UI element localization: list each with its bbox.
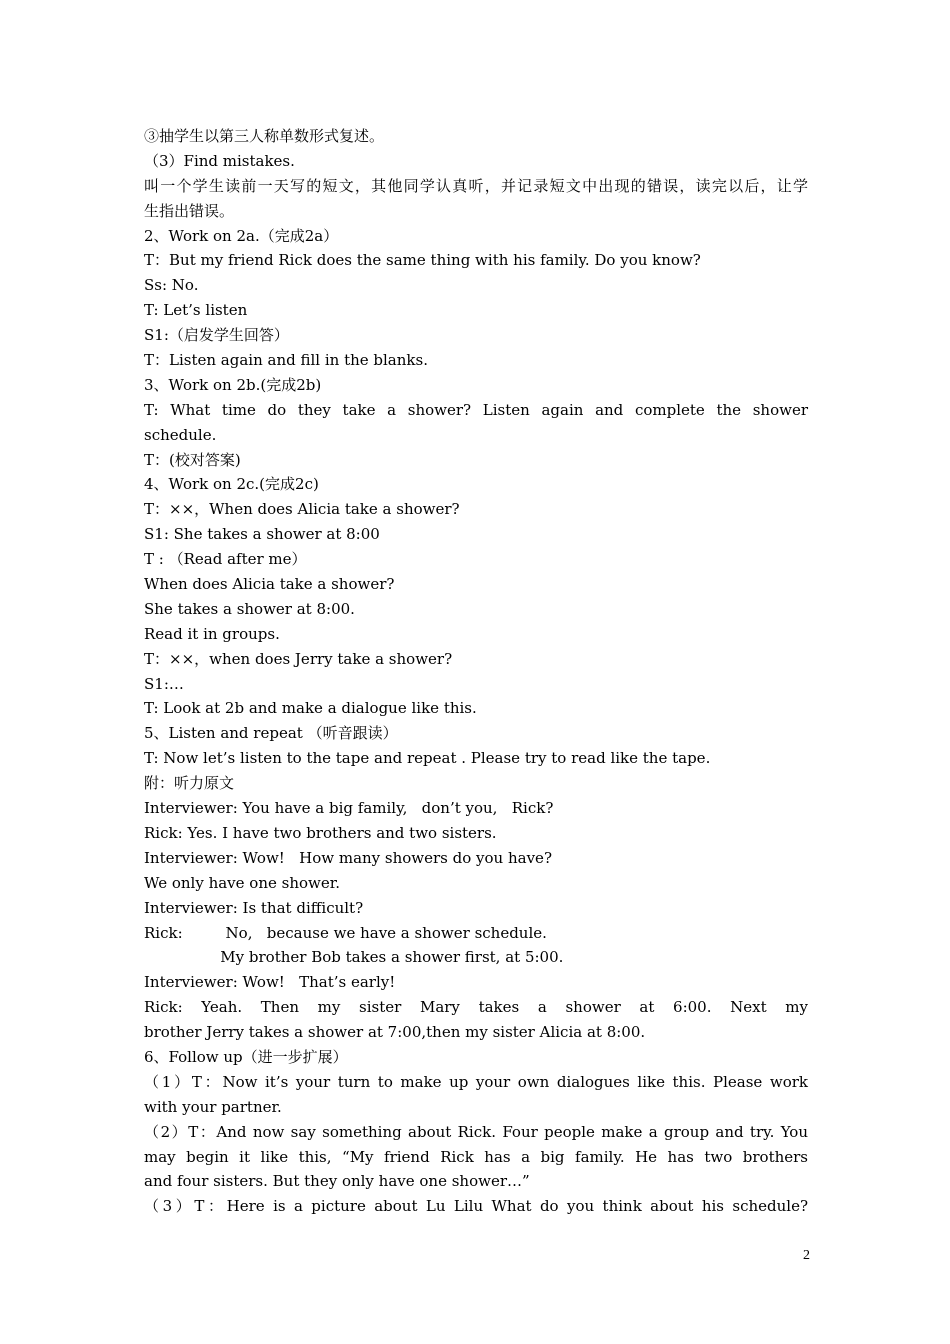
- text-line: 叫一个学生读前一天写的短文，其他同学认真听，并记录短文中出现的错误，读完以后，让学: [144, 176, 808, 195]
- text-line: （2）T：And now say something about Rick. Four people make a group and try. You: [144, 1122, 808, 1141]
- text-line: T : （Read after me）: [144, 550, 307, 569]
- text-line: 生指出错误。: [144, 201, 235, 220]
- text-line: and four sisters. But they only have one shower…”: [144, 1172, 530, 1191]
- text-line: T: Look at 2b and make a dialogue like this.: [144, 699, 477, 718]
- text-line: T：××，when does Jerry take a shower?: [144, 649, 453, 668]
- text-line: （3）Find mistakes.: [144, 151, 295, 170]
- text-line: We only have one shower.: [144, 873, 341, 892]
- text-line: Rick: No, because we have a shower schedule.: [144, 923, 547, 942]
- text-line: （1）T：Now it’s your turn to make up your own dialogues like this. Please work: [144, 1072, 808, 1091]
- text-line: Rick: Yes. I have two brothers and two sisters.: [144, 823, 497, 842]
- text-line: Interviewer: Is that difficult?: [144, 898, 364, 917]
- text-line: My brother Bob takes a shower first, at 5:00.: [144, 948, 564, 967]
- text-line: ③抽学生以第三人称单数形式复述。: [144, 127, 385, 145]
- text-line: 2、Work on 2a.（完成2a）: [144, 226, 339, 245]
- text-line: T: Now let’s listen to the tape and repeat . Please try to read like the tape.: [144, 749, 711, 768]
- text-line: T：××，When does Alicia take a shower?: [144, 500, 460, 519]
- text-line: （3）T：Here is a picture about Lu Lilu What do you think about his schedule?: [144, 1197, 808, 1216]
- page-number: 2: [803, 1248, 810, 1263]
- text-line: Rick: Yeah. Then my sister Mary takes a shower at 6:00. Next my: [144, 998, 808, 1017]
- text-line: S1:（启发学生回答）: [144, 326, 289, 345]
- text-line: When does Alicia take a shower?: [144, 575, 395, 594]
- text-line: S1:…: [144, 674, 184, 693]
- text-line: She takes a shower at 8:00.: [144, 599, 355, 618]
- text-line: with your partner.: [144, 1097, 282, 1116]
- body-text: [144, 124, 808, 1219]
- text-line: schedule.: [144, 425, 217, 444]
- text-line: 6、Follow up（进一步扩展）: [144, 1047, 348, 1066]
- text-line: brother Jerry takes a shower at 7:00,then my sister Alicia at 8:00.: [144, 1023, 646, 1042]
- text-line: T：(校对答案): [144, 450, 241, 469]
- text-line: Read it in groups.: [144, 624, 280, 643]
- text-line: Interviewer: Wow! How many showers do you have?: [144, 848, 552, 867]
- text-line: T：But my friend Rick does the same thing with his family. Do you know?: [144, 251, 701, 270]
- text-line: 5、Listen and repeat （听音跟读）: [144, 724, 398, 743]
- text-line: Interviewer: Wow! That’s early!: [144, 973, 396, 992]
- text-line: T: What time do they take a shower? Listen again and complete the shower: [144, 400, 808, 419]
- text-line: 3、Work on 2b.(完成2b): [144, 375, 322, 394]
- text-line: T: Let’s listen: [144, 301, 248, 320]
- text-line: Ss: No.: [144, 276, 199, 295]
- text-line: T：Listen again and fill in the blanks.: [144, 351, 428, 370]
- text-line: 附：听力原文: [144, 774, 235, 793]
- text-line: 4、Work on 2c.(完成2c): [144, 475, 319, 494]
- text-line: Interviewer: You have a big family, don’t you, Rick?: [144, 799, 554, 818]
- text-line: may begin it like this, “My friend Rick has a big family. He has two brothers: [144, 1147, 808, 1166]
- text-line: S1: She takes a shower at 8:00: [144, 525, 380, 544]
